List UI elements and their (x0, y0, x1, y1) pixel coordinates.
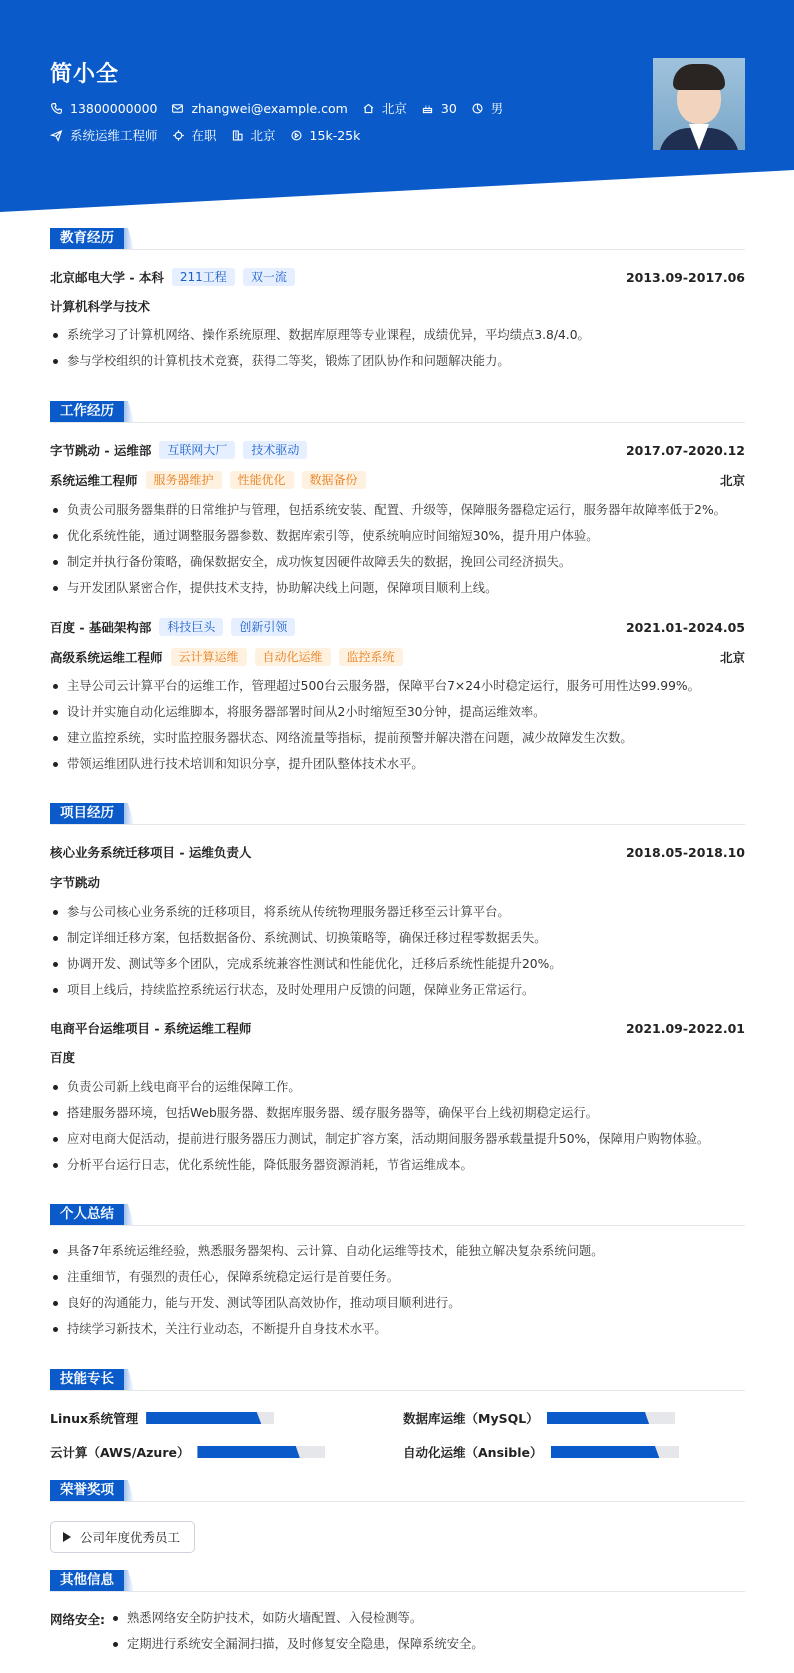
job-period: 2017.07-2020.12 (625, 442, 745, 458)
project-name: 电商平台运维项目 - 系统运维工程师 (50, 1021, 252, 1036)
job-bullets (50, 676, 745, 780)
resume-header (0, 0, 794, 212)
list-item: 搭建服务器环境，包括Web服务器、数据库服务器、缓存服务器等，确保平台上线初期稳定运行。 (50, 1103, 745, 1129)
company-name: 百度 - 基础架构部 (50, 620, 152, 635)
mail-icon (171, 102, 184, 115)
role-tag: 监控系统 (339, 648, 403, 666)
list-item: 建立监控系统，实时监控服务器状态、网络流量等指标，提前预警并解决潜在问题，减少故障发生次数。 (50, 728, 745, 754)
contact-line (50, 99, 517, 117)
phone-text: 13800000000 (70, 100, 158, 116)
list-item: 主导公司云计算平台的运维工作，管理超过500台云服务器，保障平台7×24小时稳定运行，服务可用性达99.99%。 (50, 676, 745, 702)
list-item: 应对电商大促活动，提前进行服务器压力测试，制定扩容方案，活动期间服务器承载量提升50%，保障用户购物体验。 (50, 1129, 745, 1155)
other-bullets (110, 1608, 745, 1660)
skill-bar (547, 1412, 675, 1424)
list-item: 持续学习新技术，关注行业动态，不断提升自身技术水平。 (50, 1319, 745, 1345)
project-row (50, 1018, 745, 1038)
skill-bar-fill (551, 1446, 660, 1458)
list-item: 良好的沟通能力，能与开发、测试等团队高效协作，推动项目顺利进行。 (50, 1293, 745, 1319)
age-text: 30 (440, 100, 457, 116)
role-tag: 数据备份 (302, 471, 366, 489)
project-period: 2021.09-2022.01 (625, 1020, 745, 1036)
section-other-title: 其他信息 (50, 1570, 124, 1591)
send-icon (50, 129, 63, 142)
work-city-text: 北京 (250, 128, 276, 143)
candidate-name: 简小全 (50, 62, 120, 87)
list-item: 熟悉网络安全防护技术，如防火墙配置、入侵检测等。 (110, 1608, 745, 1634)
award-text: 公司年度优秀员工 (80, 1530, 181, 1545)
list-item: 定期进行系统安全漏洞扫描，及时修复安全隐患，保障系统安全。 (110, 1634, 745, 1660)
skill-item: 云计算（AWS/Azure） (50, 1443, 325, 1461)
section-divider (50, 1390, 745, 1391)
gender-icon (471, 102, 484, 115)
profile-photo (653, 58, 745, 150)
role-tag: 性能优化 (230, 471, 294, 489)
school-name: 北京邮电大学 - 本科 (50, 270, 164, 285)
section-awards-title: 荣誉奖项 (50, 1480, 124, 1501)
school-tag: 211工程 (172, 268, 235, 286)
other-label: 网络安全: (50, 1612, 105, 1627)
project-bullets (50, 902, 745, 1006)
list-item: 负责公司新上线电商平台的运维保障工作。 (50, 1077, 745, 1103)
list-item: 制定并执行备份策略，确保数据安全，成功恢复因硬件故障丢失的数据，挽回公司经济损失。 (50, 552, 745, 578)
email-item (171, 101, 347, 116)
role-tag: 自动化运维 (255, 648, 331, 666)
job-company-row (50, 440, 745, 460)
summary-bullets (50, 1241, 745, 1345)
section-divider (50, 1501, 745, 1502)
city-item (362, 99, 407, 117)
project-period: 2018.05-2018.10 (625, 844, 745, 860)
company-tag: 互联网大厂 (159, 441, 235, 459)
cake-icon (421, 102, 434, 115)
project-row (50, 842, 745, 862)
position-item (50, 126, 158, 144)
education-major: 计算机科学与技术 (50, 299, 151, 314)
list-item: 与开发团队紧密合作，提供技术支持，协助解决线上问题，保障项目顺利上线。 (50, 578, 745, 604)
education-row (50, 267, 745, 287)
section-divider (50, 422, 745, 423)
job-location: 北京 (719, 650, 745, 665)
phone-icon (50, 102, 63, 115)
company-tag: 技术驱动 (243, 441, 307, 459)
company-tag: 创新引领 (231, 618, 295, 636)
position-text: 系统运维工程师 (70, 128, 158, 143)
section-skills-title: 技能专长 (50, 1369, 124, 1390)
job-location: 北京 (719, 473, 745, 488)
job-role-row (50, 647, 745, 667)
section-summary-title: 个人总结 (50, 1204, 124, 1225)
project-bullets (50, 1077, 745, 1181)
list-item: 设计并实施自动化运维脚本，将服务器部署时间从2小时缩短至30分钟，提高运维效率。 (50, 702, 745, 728)
salary-icon (290, 129, 303, 142)
education-bullets (50, 325, 745, 377)
section-divider (50, 1591, 745, 1592)
school-tag: 双一流 (243, 268, 295, 286)
salary-item (290, 128, 361, 143)
work-city-item (231, 126, 276, 144)
gender-item (471, 99, 504, 117)
list-item: 优化系统性能，通过调整服务器参数、数据库索引等，使系统响应时间缩短30%，提升用户体验。 (50, 526, 745, 552)
email-text: zhangwei@example.com (191, 100, 348, 116)
skill-bar-fill (146, 1412, 261, 1424)
salary-text: 15k-25k (309, 127, 361, 143)
section-divider (50, 249, 745, 250)
job-role: 高级系统运维工程师 (50, 650, 163, 665)
skill-item: 自动化运维（Ansible） (403, 1443, 679, 1461)
status-text: 在职 (191, 128, 217, 143)
list-item: 参与学校组织的计算机技术竞赛，获得二等奖，锻炼了团队协作和问题解决能力。 (50, 351, 745, 377)
section-projects-title: 项目经历 (50, 803, 124, 824)
project-name: 核心业务系统迁移项目 - 运维负责人 (50, 845, 252, 860)
job-intent-line (50, 126, 374, 144)
award-item (50, 1521, 195, 1553)
list-item: 系统学习了计算机网络、操作系统原理、数据库原理等专业课程，成绩优异，平均绩点3.8/4.0。 (50, 325, 745, 351)
skill-bar (146, 1412, 274, 1424)
list-item: 分析平台运行日志，优化系统性能，降低服务器资源消耗，节省运维成本。 (50, 1155, 745, 1181)
skill-item: 数据库运维（MySQL） (403, 1409, 675, 1427)
gender-text: 男 (490, 101, 504, 116)
job-role: 系统运维工程师 (50, 473, 138, 488)
skill-item: Linux系统管理 (50, 1409, 274, 1427)
list-item: 负责公司服务器集群的日常维护与管理，包括系统安装、配置、升级等，保障服务器稳定运行，服务器年故障率低于2%。 (50, 500, 745, 526)
status-item (172, 126, 217, 144)
role-tag: 云计算运维 (171, 648, 247, 666)
project-company: 百度 (50, 1050, 76, 1065)
list-item: 具备7年系统运维经验，熟悉服务器架构、云计算、自动化运维等技术，能独立解决复杂系统问题。 (50, 1241, 745, 1267)
home-icon (362, 102, 375, 115)
section-education-title: 教育经历 (50, 228, 124, 249)
skill-bar-fill (547, 1412, 649, 1424)
job-period: 2021.01-2024.05 (625, 619, 745, 635)
list-item: 制定详细迁移方案，包括数据备份、系统测试、切换策略等，确保迁移过程零数据丢失。 (50, 928, 745, 954)
section-divider (50, 1225, 745, 1226)
job-bullets (50, 500, 745, 604)
play-icon (63, 1532, 71, 1542)
building-icon (231, 129, 244, 142)
list-item: 项目上线后，持续监控系统运行状态，及时处理用户反馈的问题，保障业务正常运行。 (50, 980, 745, 1006)
education-period: 2013.09-2017.06 (625, 269, 745, 285)
phone-item (50, 101, 157, 116)
list-item: 带领运维团队进行技术培训和知识分享，提升团队整体技术水平。 (50, 754, 745, 780)
status-icon (172, 129, 185, 142)
list-item: 参与公司核心业务系统的迁移项目，将系统从传统物理服务器迁移至云计算平台。 (50, 902, 745, 928)
job-company-row (50, 617, 745, 637)
company-tag: 科技巨头 (159, 618, 223, 636)
company-name: 字节跳动 - 运维部 (50, 443, 152, 458)
job-role-row (50, 470, 745, 490)
section-work-title: 工作经历 (50, 401, 124, 422)
skill-bar (197, 1446, 325, 1458)
section-divider (50, 824, 745, 825)
skill-bar-fill (197, 1446, 299, 1458)
city-text: 北京 (381, 101, 407, 116)
list-item: 注重细节，有强烈的责任心，保障系统稳定运行是首要任务。 (50, 1267, 745, 1293)
skill-bar (551, 1446, 679, 1458)
list-item: 协调开发、测试等多个团队，完成系统兼容性测试和性能优化，迁移后系统性能提升20%。 (50, 954, 745, 980)
role-tag: 服务器维护 (146, 471, 222, 489)
age-item (421, 101, 457, 116)
project-company: 字节跳动 (50, 875, 101, 890)
